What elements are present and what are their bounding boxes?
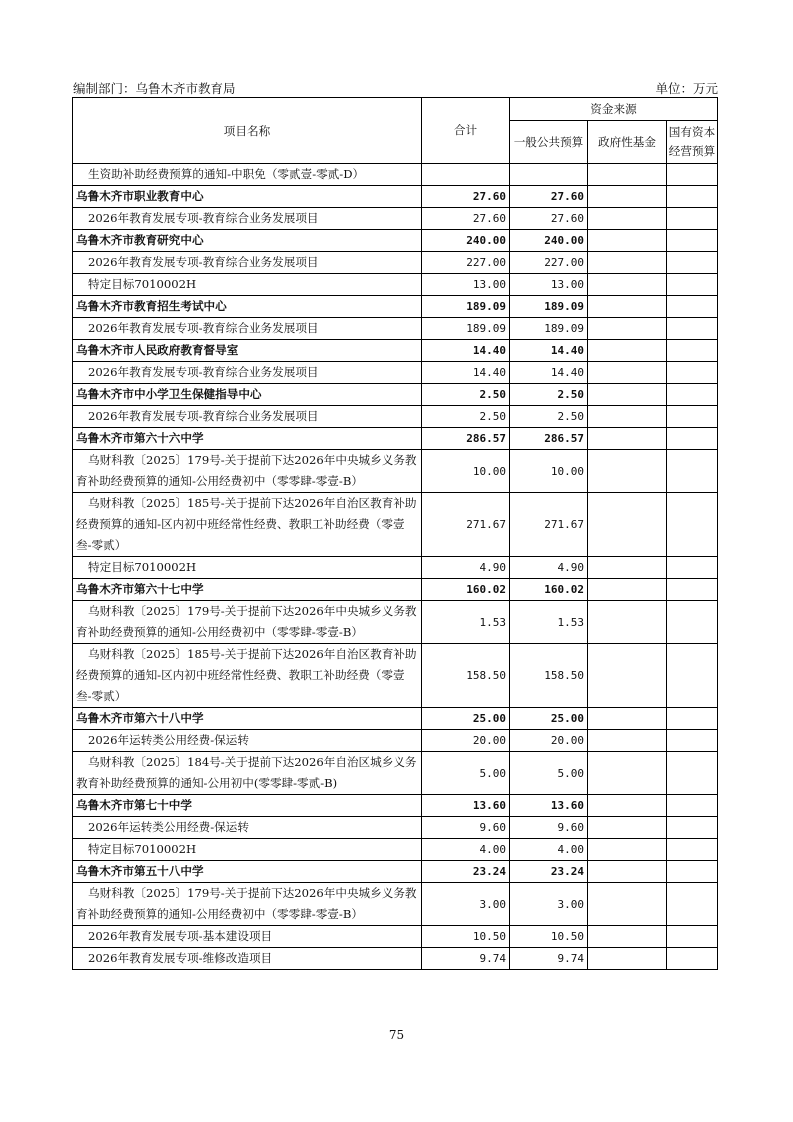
general-budget-cell: 9.74 (510, 948, 588, 970)
unit-row (73, 795, 718, 817)
table-row (73, 406, 718, 428)
project-name-cell: 乌鲁木齐市职业教育中心 (73, 186, 422, 208)
general-budget-cell: 13.00 (510, 274, 588, 296)
gov-fund-cell (588, 730, 667, 752)
table-row (73, 164, 718, 186)
general-budget-cell: 189.09 (510, 296, 588, 318)
soe-budget-cell (667, 450, 718, 493)
total-cell: 25.00 (422, 708, 510, 730)
project-name-cell: 生资助补助经费预算的通知-中职免（零贰壹-零贰-D） (73, 164, 422, 186)
general-budget-cell: 14.40 (510, 362, 588, 384)
unit-label: 单位：万元 (655, 81, 718, 96)
gov-fund-cell (588, 708, 667, 730)
total-cell: 3.00 (422, 883, 510, 926)
general-budget-cell: 25.00 (510, 708, 588, 730)
general-budget-cell: 189.09 (510, 318, 588, 340)
gov-fund-cell (588, 186, 667, 208)
total-cell: 10.00 (422, 450, 510, 493)
soe-budget-cell (667, 708, 718, 730)
gov-fund-cell (588, 208, 667, 230)
general-budget-cell: 158.50 (510, 644, 588, 708)
project-name-cell: 乌鲁木齐市第七十中学 (73, 795, 422, 817)
soe-budget-cell (667, 861, 718, 883)
gov-fund-cell (588, 406, 667, 428)
table-row (73, 601, 718, 644)
general-budget-cell: 1.53 (510, 601, 588, 644)
project-name-cell: 2026年运转类公用经费-保运转 (73, 817, 422, 839)
gov-fund-cell (588, 252, 667, 274)
gov-fund-cell (588, 274, 667, 296)
general-budget-cell: 5.00 (510, 752, 588, 795)
total-cell: 271.67 (422, 493, 510, 557)
table-row (73, 752, 718, 795)
total-cell: 4.90 (422, 557, 510, 579)
project-name-cell: 特定目标7010002H (73, 839, 422, 861)
soe-budget-cell (667, 406, 718, 428)
gov-fund-cell (588, 557, 667, 579)
project-name-cell: 乌鲁木齐市第六十七中学 (73, 579, 422, 601)
table-row (73, 208, 718, 230)
total-cell: 227.00 (422, 252, 510, 274)
total-cell: 27.60 (422, 186, 510, 208)
unit-row (73, 340, 718, 362)
table-row (73, 817, 718, 839)
gov-fund-cell (588, 795, 667, 817)
gov-fund-cell (588, 579, 667, 601)
table-row (73, 557, 718, 579)
table-row (73, 730, 718, 752)
project-name-cell: 乌财科教〔2025〕184号-关于提前下达2026年自治区城乡义务教育补助经费预算的通知-公用初中(零零肆-零贰-B) (73, 752, 422, 795)
table-row (73, 362, 718, 384)
project-name-cell: 2026年教育发展专项-基本建设项目 (73, 926, 422, 948)
table-row (73, 839, 718, 861)
page-number: 75 (388, 1028, 405, 1042)
col-header-name: 项目名称 (73, 98, 422, 164)
project-name-cell: 特定目标7010002H (73, 274, 422, 296)
soe-budget-cell (667, 186, 718, 208)
project-name-cell: 2026年教育发展专项-教育综合业务发展项目 (73, 318, 422, 340)
total-cell: 14.40 (422, 362, 510, 384)
table-row (73, 318, 718, 340)
soe-budget-cell (667, 230, 718, 252)
soe-budget-cell (667, 208, 718, 230)
general-budget-cell: 3.00 (510, 883, 588, 926)
general-budget-cell: 2.50 (510, 406, 588, 428)
total-cell: 2.50 (422, 384, 510, 406)
unit-row (73, 296, 718, 318)
general-budget-cell: 27.60 (510, 186, 588, 208)
total-cell: 14.40 (422, 340, 510, 362)
soe-budget-cell (667, 362, 718, 384)
table-row (73, 926, 718, 948)
project-name-cell: 2026年教育发展专项-教育综合业务发展项目 (73, 406, 422, 428)
project-name-cell: 2026年运转类公用经费-保运转 (73, 730, 422, 752)
project-name-cell: 乌财科教〔2025〕185号-关于提前下达2026年自治区教育补助经费预算的通知-区内初中班经常性经费、教职工补助经费（零壹叁-零贰） (73, 493, 422, 557)
soe-budget-cell (667, 795, 718, 817)
total-cell: 2.50 (422, 406, 510, 428)
general-budget-cell: 240.00 (510, 230, 588, 252)
project-name-cell: 乌鲁木齐市教育招生考试中心 (73, 296, 422, 318)
soe-budget-cell (667, 948, 718, 970)
gov-fund-cell (588, 926, 667, 948)
project-name-cell: 2026年教育发展专项-教育综合业务发展项目 (73, 252, 422, 274)
total-cell: 4.00 (422, 839, 510, 861)
soe-budget-cell (667, 384, 718, 406)
soe-budget-cell (667, 296, 718, 318)
total-cell: 9.60 (422, 817, 510, 839)
table-row (73, 948, 718, 970)
soe-budget-cell (667, 883, 718, 926)
table-row (73, 493, 718, 557)
total-cell: 10.50 (422, 926, 510, 948)
unit-row (73, 186, 718, 208)
general-budget-cell: 2.50 (510, 384, 588, 406)
project-name-cell: 2026年教育发展专项-教育综合业务发展项目 (73, 362, 422, 384)
project-name-cell: 乌财科教〔2025〕179号-关于提前下达2026年中央城乡义务教育补助经费预算的通知-公用经费初中（零零肆-零壹-B） (73, 450, 422, 493)
soe-budget-cell (667, 164, 718, 186)
general-budget-cell: 20.00 (510, 730, 588, 752)
col-header-funds: 资金来源 (510, 98, 718, 121)
general-budget-cell (510, 164, 588, 186)
gov-fund-cell (588, 164, 667, 186)
soe-budget-cell (667, 817, 718, 839)
department-label: 编制部门：乌鲁木齐市教育局 (73, 81, 236, 96)
gov-fund-cell (588, 493, 667, 557)
table-row (73, 450, 718, 493)
gov-fund-cell (588, 817, 667, 839)
gov-fund-cell (588, 601, 667, 644)
soe-budget-cell (667, 926, 718, 948)
table-row (73, 644, 718, 708)
general-budget-cell: 4.90 (510, 557, 588, 579)
soe-budget-cell (667, 274, 718, 296)
total-cell: 20.00 (422, 730, 510, 752)
col-header-gov-fund: 政府性基金 (588, 121, 667, 164)
general-budget-cell: 4.00 (510, 839, 588, 861)
project-name-cell: 乌鲁木齐市人民政府教育督导室 (73, 340, 422, 362)
total-cell: 240.00 (422, 230, 510, 252)
gov-fund-cell (588, 948, 667, 970)
total-cell: 5.00 (422, 752, 510, 795)
project-name-cell: 乌鲁木齐市第六十八中学 (73, 708, 422, 730)
project-name-cell: 乌财科教〔2025〕179号-关于提前下达2026年中央城乡义务教育补助经费预算的通知-公用经费初中（零零肆-零壹-B） (73, 883, 422, 926)
project-name-cell: 乌财科教〔2025〕185号-关于提前下达2026年自治区教育补助经费预算的通知-区内初中班经常性经费、教职工补助经费（零壹叁-零贰） (73, 644, 422, 708)
col-header-soe: 国有资本经营预算 (667, 121, 718, 164)
soe-budget-cell (667, 493, 718, 557)
project-name-cell: 2026年教育发展专项-维修改造项目 (73, 948, 422, 970)
gov-fund-cell (588, 644, 667, 708)
total-cell: 13.00 (422, 274, 510, 296)
col-header-general: 一般公共预算 (510, 121, 588, 164)
gov-fund-cell (588, 362, 667, 384)
general-budget-cell: 10.50 (510, 926, 588, 948)
col-header-total: 合计 (422, 98, 510, 164)
total-cell: 286.57 (422, 428, 510, 450)
gov-fund-cell (588, 384, 667, 406)
gov-fund-cell (588, 450, 667, 493)
total-cell: 27.60 (422, 208, 510, 230)
project-name-cell: 乌财科教〔2025〕179号-关于提前下达2026年中央城乡义务教育补助经费预算的通知-公用经费初中（零零肆-零壹-B） (73, 601, 422, 644)
soe-budget-cell (667, 752, 718, 795)
gov-fund-cell (588, 839, 667, 861)
project-name-cell: 乌鲁木齐市教育研究中心 (73, 230, 422, 252)
unit-row (73, 708, 718, 730)
gov-fund-cell (588, 861, 667, 883)
soe-budget-cell (667, 839, 718, 861)
soe-budget-cell (667, 340, 718, 362)
unit-row (73, 428, 718, 450)
total-cell: 189.09 (422, 296, 510, 318)
soe-budget-cell (667, 252, 718, 274)
gov-fund-cell (588, 230, 667, 252)
gov-fund-cell (588, 883, 667, 926)
general-budget-cell: 271.67 (510, 493, 588, 557)
table-row (73, 252, 718, 274)
table-row (73, 274, 718, 296)
soe-budget-cell (667, 601, 718, 644)
unit-row (73, 579, 718, 601)
general-budget-cell: 27.60 (510, 208, 588, 230)
gov-fund-cell (588, 296, 667, 318)
total-cell: 9.74 (422, 948, 510, 970)
general-budget-cell: 227.00 (510, 252, 588, 274)
general-budget-cell: 286.57 (510, 428, 588, 450)
soe-budget-cell (667, 579, 718, 601)
general-budget-cell: 160.02 (510, 579, 588, 601)
general-budget-cell: 13.60 (510, 795, 588, 817)
total-cell: 158.50 (422, 644, 510, 708)
project-name-cell: 特定目标7010002H (73, 557, 422, 579)
total-cell: 13.60 (422, 795, 510, 817)
general-budget-cell: 23.24 (510, 861, 588, 883)
general-budget-cell: 10.00 (510, 450, 588, 493)
total-cell: 1.53 (422, 601, 510, 644)
unit-row (73, 384, 718, 406)
soe-budget-cell (667, 730, 718, 752)
soe-budget-cell (667, 644, 718, 708)
total-cell (422, 164, 510, 186)
project-name-cell: 乌鲁木齐市第五十八中学 (73, 861, 422, 883)
soe-budget-cell (667, 557, 718, 579)
total-cell: 189.09 (422, 318, 510, 340)
total-cell: 160.02 (422, 579, 510, 601)
project-name-cell: 乌鲁木齐市第六十六中学 (73, 428, 422, 450)
budget-table (72, 97, 718, 970)
general-budget-cell: 9.60 (510, 817, 588, 839)
project-name-cell: 2026年教育发展专项-教育综合业务发展项目 (73, 208, 422, 230)
general-budget-cell: 14.40 (510, 340, 588, 362)
gov-fund-cell (588, 752, 667, 795)
project-name-cell: 乌鲁木齐市中小学卫生保健指导中心 (73, 384, 422, 406)
soe-budget-cell (667, 428, 718, 450)
unit-row (73, 230, 718, 252)
table-row (73, 883, 718, 926)
table-header-row (73, 98, 718, 121)
gov-fund-cell (588, 318, 667, 340)
table-body (73, 164, 718, 970)
total-cell: 23.24 (422, 861, 510, 883)
soe-budget-cell (667, 318, 718, 340)
unit-row (73, 861, 718, 883)
gov-fund-cell (588, 340, 667, 362)
gov-fund-cell (588, 428, 667, 450)
